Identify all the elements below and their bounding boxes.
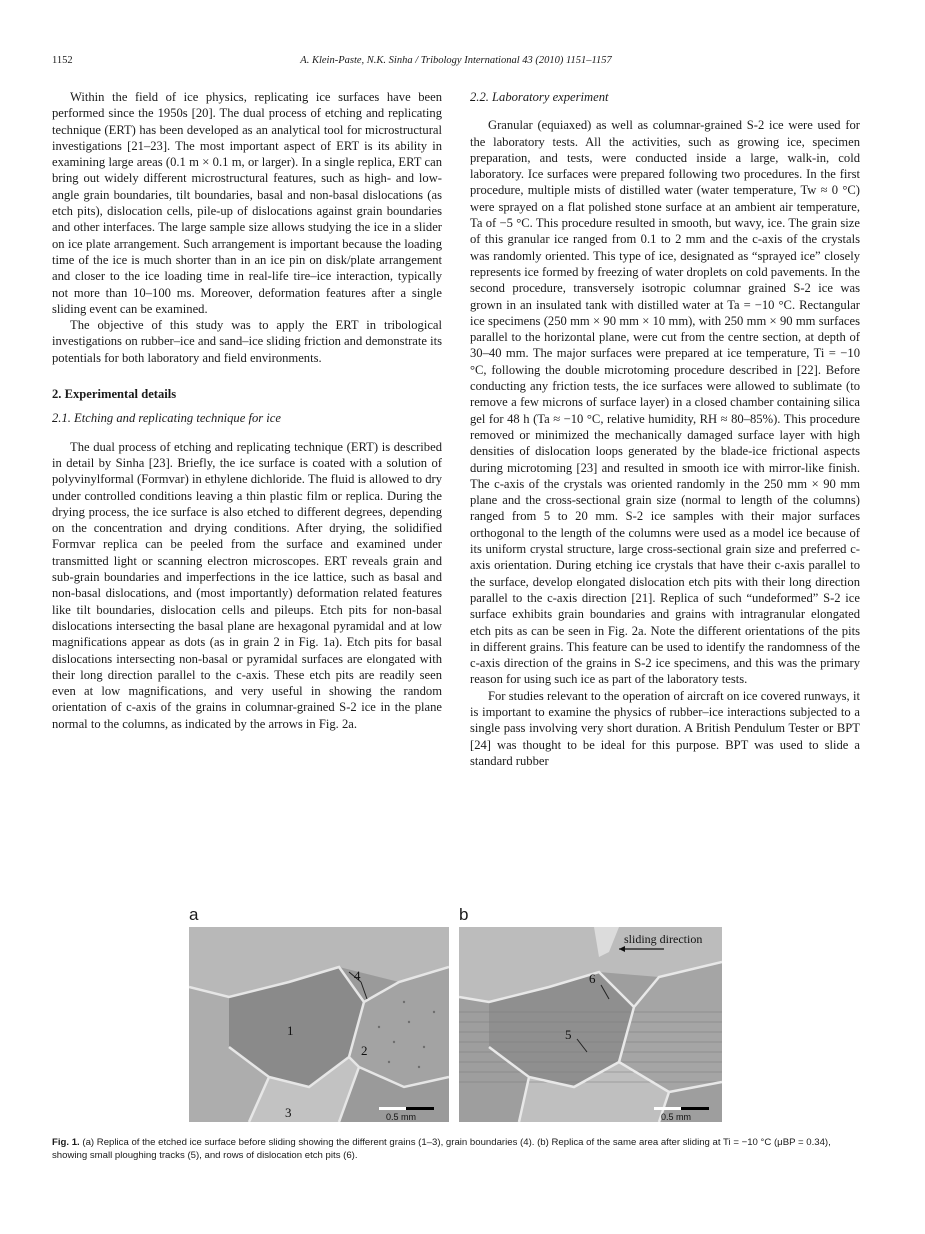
micrograph-panel-a [189, 927, 449, 1122]
running-header [52, 55, 860, 71]
lab-paragraph-1: Granular (equiaxed) as well as columnar-grained S-2 ice were used for the laboratory tests. All the activities, such as growing ice, specimen preparation, and tests, were conducted inside a large, walk-in, cold laboratory. Ice surfaces were prepared following two procedures. In the first procedure, multiple mists of distilled water (water temperature, Tw ≈ 0 °C) were sprayed on a flat polished stone surface at an ambient air temperature, Ta of −5 °C. This procedure resulted in smooth, but wavy, ice. The grain size of this granular ice ranged from 0.1 to 2 mm and the c-axis of the crystals was randomly oriented. This type of ice, designated as “sprayed ice” closely represents ice formed by freezing of water droplets on cold pavements. In the second procedure, transversely isotropic columnar grained S-2 ice was grown in an insulated tank with distilled water at Ta = −10 °C. Rectangular ice specimens (250 mm × 90 mm × 10 mm), with 250 mm × 90 mm surfaces parallel to the horizontal plane, were cut from the centre section, at depth of 30–40 mm. The major surfaces were prepared at ice temperature, Ti = −10 °C, following the double microtoming procedure described in [22]. Before conducting any friction tests, the ice surfaces were allowed to sublimate (to remove a few microns of surface layer) in a closed chamber containing silica gel for 48 h (Ta ≈ −10 °C, relative humidity, RH ≈ 80–85%). This procedure removed or minimized the mechanically damaged surface layer with high densities of dislocation loops generated by the blade-ice frictional aspects during microtoming [23] and resulted in smooth ice with mirror-like finish. The c-axis of the crystals was oriented randomly in the 250 mm × 90 mm plane and the cross-sectional grain size (normal to length of the columns) ranged from 5 to 20 mm. S-2 ice samples with their major surfaces orthogonal to the length of the columns were used as a model ice because of its uniform crystal structure, large cross-sectional grain size and preferred c-axis orientation. During etching ice crystals that have their c-axis parallel to the surface, develop elongated dislocation etch pits with their long direction parallel to the c-axis direction [21]. Replica of such “undeformed” S-2 ice surface exhibits grain boundaries and grains with intragranular elongated etch pits as can be seen in Fig. 2a. Note the different orientations of the pits in different grains. This feature can be used to identify the randomness of the c-axis direction of the grains in S-2 ice specimens, and this was the primary reason for using such ice as part of the laboratory tests. [470, 118, 860, 687]
panel-b-letter: b [459, 905, 469, 924]
page-number: 1152 [52, 55, 73, 66]
feature-label-6: 6 [589, 971, 596, 986]
micrograph-b-image [459, 927, 722, 1122]
grain-label-4: 4 [354, 968, 361, 983]
intro-paragraph-2: The objective of this study was to apply the ERT in tribological investigations on rubber–ice and sand–ice sliding friction and demonstrate its potentials for both laboratory and field environments. [52, 318, 442, 365]
sliding-direction-label: sliding direction [624, 932, 703, 946]
subsection-heading-2-2: 2.2. Laboratory experiment [470, 90, 609, 104]
scale-bar-b-label: 0.5 mm [661, 1112, 692, 1122]
section-heading: 2. Experimental details [52, 387, 177, 402]
caption-label: Fig. 1. [52, 1137, 80, 1148]
scale-bar-a-label: 0.5 mm [386, 1112, 417, 1122]
grain-label-1: 1 [287, 1023, 294, 1038]
ert-paragraph: The dual process of etching and replicating technique (ERT) is described in detail by Sinha [23]. Briefly, the ice surface is coated with a solution of polyvinylformal (Formvar) in ethylene dichloride. The fluid is allowed to dry under controlled conditions leaving a thin plastic film or replica. During the drying process, the ice surface is also etched to different degrees, depending on the concentration and drying conditions. After drying, the solidified Formvar replica can be peeled from the surface and examined under transmitted light or scanning electron microscopes. ERT reveals grain and sub-grain boundaries and imperfections in the ice lattice, such as basal and non-basal dislocations, and (most importantly) deformation related features like tilt boundaries, dislocation cells and pileups. Etch pits for non-basal dislocations intersecting the basal plane are hexagonal pyramidal and at low magnifications appear as dots (as in grain 2 in Fig. 1a). Etch pits for basal dislocations intersecting non-basal or pyramidal surfaces are elongated with their long direction parallel to the c-axis. These etch pits are readily seen even at low magnifications, and very useful in showing the random orientation of c-axis of the grains in columnar-grained S-2 ice in the plane normal to the columns, as indicated by the arrows in Fig. 2a. [52, 439, 442, 731]
figure-caption [52, 1136, 862, 1162]
panel-a-letter: a [189, 905, 199, 924]
figure-1 [189, 905, 722, 1125]
subsection-heading-2-1: 2.1. Etching and replicating technique for ice [52, 411, 281, 426]
micrograph-panel-b [459, 927, 722, 1122]
feature-label-5: 5 [565, 1027, 572, 1042]
lab-paragraph-2: For studies relevant to the operation of aircraft on ice covered runways, it is important to examine the physics of rubber–ice interactions subjected to a single pass involving very short duration. A British Pendulum Tester or BPT [24] was thought to be ideal for this purpose. BPT was used to slide a standard rubber [470, 688, 860, 768]
right-column [470, 89, 860, 769]
grain-label-3: 3 [285, 1105, 292, 1120]
caption-text: (a) Replica of the etched ice surface before sliding showing the different grains (1–3), grain boundaries (4). (b) Replica of the same area after sliding at Ti = −10 °C (μBP = 0.34), showing small ploughing tracks (5), and rows of dislocation etch pits (6). [52, 1137, 831, 1161]
grain-label-2: 2 [361, 1043, 368, 1058]
journal-reference: A. Klein-Paste, N.K. Sinha / Tribology International 43 (2010) 1151–1157 [300, 55, 612, 66]
intro-paragraph-1: Within the field of ice physics, replicating ice surfaces have been performed since the 1950s [20]. The dual process of etching and replicating technique (ERT) has been developed as an analytical tool for microstructural investigations [21–23]. The most important aspect of ERT is its ability in examining large areas (0.1 m × 0.1 m, or larger). In a single replica, ERT can bring out widely different microstructural features, such as high- and low-angle grain boundaries, tilt boundaries, basal and non-basal dislocations (as etch pits), dislocation cells, pile-up of dislocations against grain boundaries and other interfaces. The large sample size allows studying the ice in a slider on ice plate arrangement. Such arrangement is important because the loading time of the ice is much shorter than in an ice pin on disk/plate arrangement and closer to the ice loading time in real-life tire–ice interaction, typically not more than 10–100 ms. Moreover, deformation features after a single sliding event can be examined. [52, 90, 442, 316]
left-column [52, 89, 442, 732]
micrograph-a-image [189, 927, 449, 1122]
